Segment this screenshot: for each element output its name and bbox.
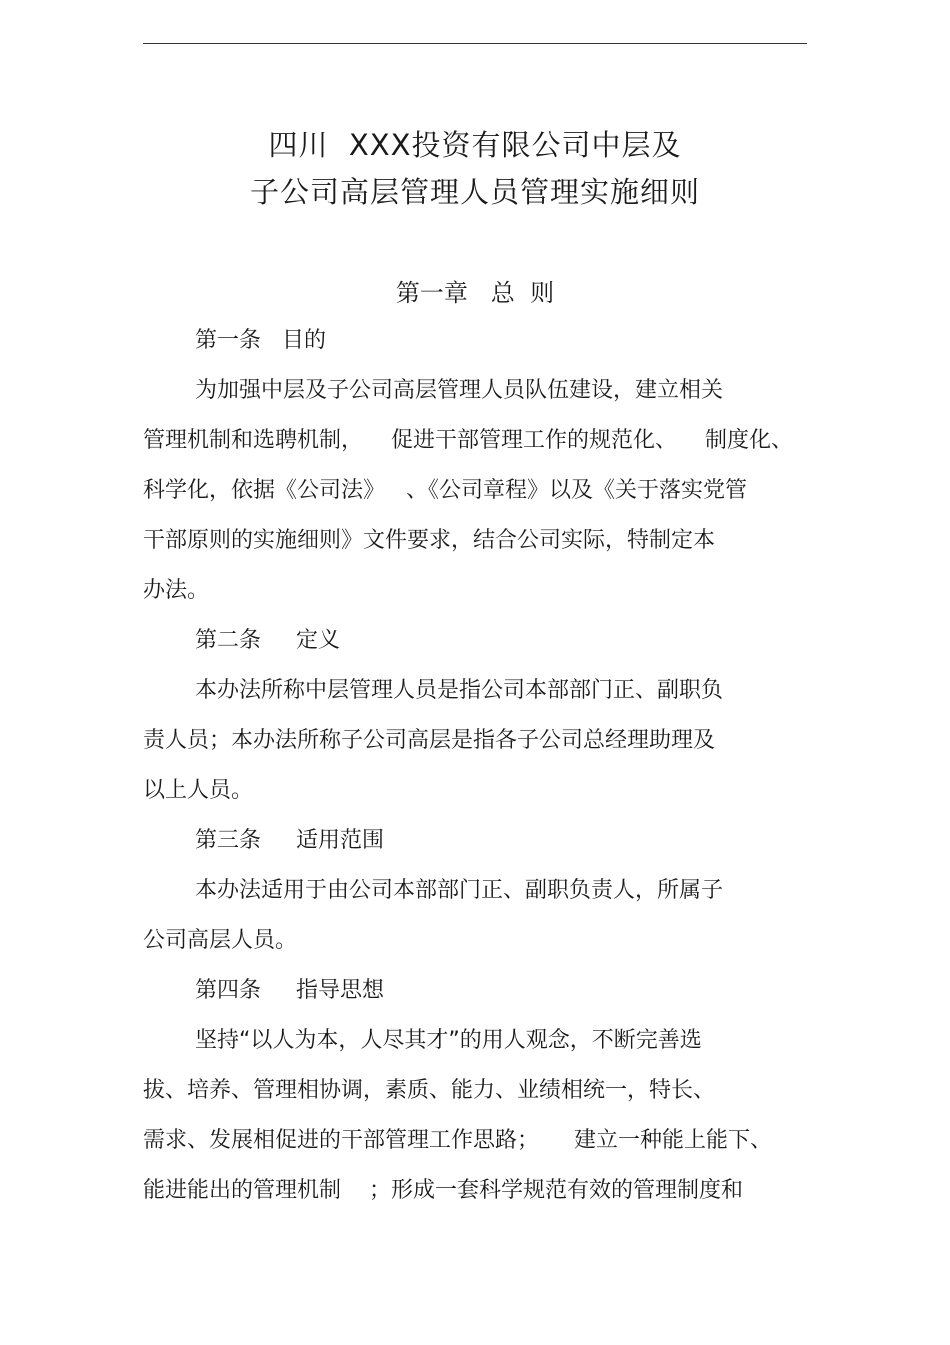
- article-heading-4: 第四条 指导思想: [195, 978, 384, 1003]
- paragraph-line: 坚持“以人为本，人尽其才”的用人观念，不断完善选: [195, 1028, 702, 1053]
- paragraph-line: 以上人员。: [143, 778, 254, 803]
- paragraph-line: 能进能出的管理机制 ；形成一套科学规范有效的管理制度和: [143, 1178, 743, 1203]
- document-title-line-1: 四川 XXX投资有限公司中层及: [268, 128, 682, 162]
- chapter-heading: 第一章 总 则: [395, 279, 555, 307]
- paragraph-line: 本办法适用于由公司本部部门正、副职负责人，所属子: [195, 878, 724, 903]
- paragraph-line: 干部原则的实施细则》文件要求，结合公司实际，特制定本: [143, 528, 716, 553]
- article-heading-3: 第三条 适用范围: [195, 828, 384, 853]
- paragraph-line: 需求、发展相促进的干部管理工作思路； 建立一种能上能下、: [143, 1128, 772, 1153]
- paragraph-line: 办法。: [143, 578, 210, 603]
- paragraph-line: 为加强中层及子公司高层管理人员队伍建设，建立相关: [195, 378, 724, 403]
- paragraph-line: 管理机制和选聘机制， 促进干部管理工作的规范化、 制度化、: [143, 428, 793, 453]
- article-heading-2: 第二条 定义: [195, 628, 340, 653]
- article-heading-1: 第一条 目的: [195, 328, 326, 353]
- paragraph-line: 本办法所称中层管理人员是指公司本部部门正、副职负: [195, 678, 724, 703]
- paragraph-line: 公司高层人员。: [143, 928, 298, 953]
- document-title-line-2: 子公司高层管理人员管理实施细则: [249, 175, 700, 209]
- header-rule: [143, 43, 807, 44]
- paragraph-line: 科学化，依据《公司法》 、《公司章程》以及《关于落实党管: [143, 478, 747, 503]
- paragraph-line: 拔、培养、管理相协调，素质、能力、业绩相统一，特长、: [143, 1078, 716, 1103]
- paragraph-line: 责人员；本办法所称子公司高层是指各子公司总经理助理及: [143, 728, 716, 753]
